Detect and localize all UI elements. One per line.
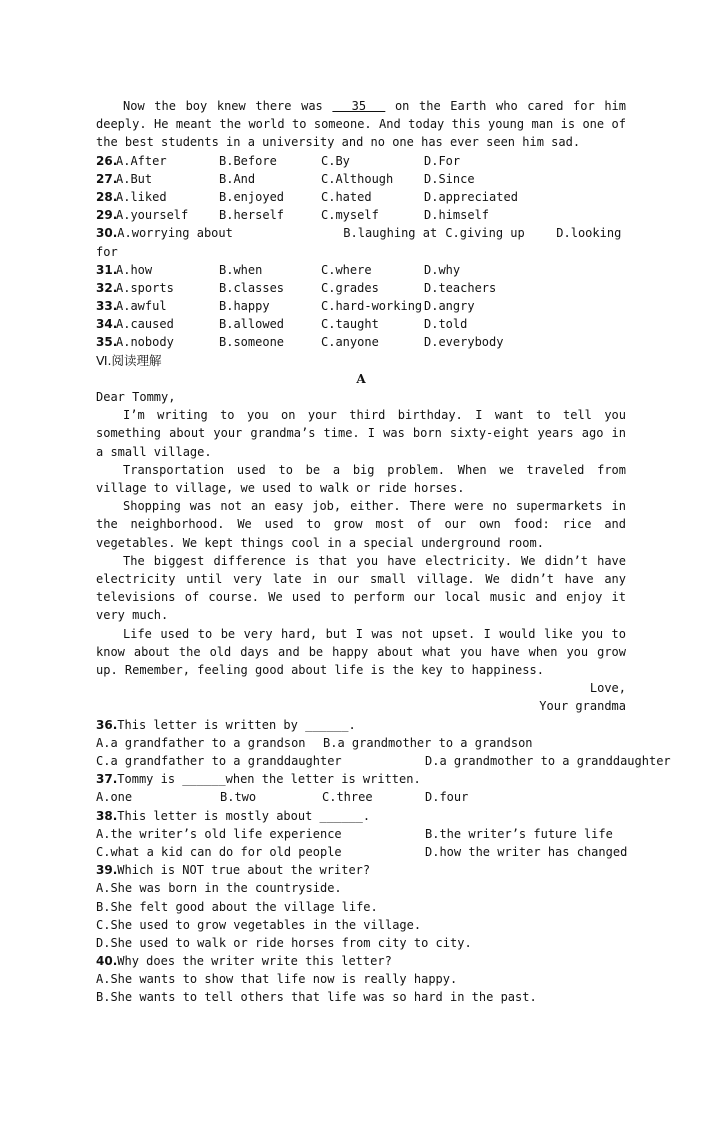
- question-number: 35.: [96, 335, 118, 350]
- option-b: B.laughing at: [343, 226, 438, 241]
- option-b: B.a grandmother to a grandson: [323, 735, 533, 750]
- question-36: [96, 716, 626, 734]
- option-d: D.She used to walk or ride horses from city to city.: [96, 935, 472, 950]
- option-d: D.For: [424, 153, 461, 168]
- option-b: B.And: [219, 171, 256, 186]
- option-c: C.She used to grow vegetables in the village.: [96, 917, 422, 932]
- option-c: C.myself: [321, 208, 379, 223]
- letter-signature: Your grandma: [539, 699, 626, 714]
- option-a: A.caused: [116, 317, 174, 332]
- option-b: B.allowed: [219, 317, 285, 332]
- question-stem: Which is NOT true about the writer?: [117, 863, 371, 878]
- option-a: A.nobody: [116, 335, 174, 350]
- cloze-option-row: [96, 261, 626, 279]
- option-a: A.yourself: [116, 208, 189, 223]
- cloze-blank-35: 35: [332, 99, 386, 113]
- option-c: C.Although: [321, 171, 394, 186]
- option-d: D.everybody: [424, 335, 504, 350]
- option-a: A.She was born in the countryside.: [96, 881, 342, 896]
- cloze-option-row: [96, 315, 626, 333]
- option-a: A.awful: [116, 299, 167, 314]
- cloze-text-start: Now the boy knew there was: [123, 99, 323, 113]
- option-c: C.three: [322, 790, 373, 805]
- option-d: D.himself: [424, 208, 490, 223]
- letter-paragraph: Transportation used to be a big problem. When we traveled from village to village, we used to walk or ride horses.: [96, 462, 626, 496]
- cloze-option-row: [96, 152, 626, 170]
- option-a: A.a grandfather to a grandson: [96, 735, 306, 750]
- question-stem: Why does the writer write this letter?: [117, 954, 392, 969]
- exam-page: [96, 97, 671, 1007]
- option-d: D.a grandmother to a granddaughter: [425, 754, 671, 769]
- cloze-option-row: [96, 188, 626, 206]
- option-d: D.appreciated: [424, 189, 518, 204]
- question-number: 37.: [96, 772, 118, 787]
- option-a: A.one: [96, 790, 133, 805]
- question-number: 38.: [96, 808, 118, 823]
- option-d-wrap: for: [96, 244, 118, 259]
- question-number: 31.: [96, 262, 118, 277]
- letter-paragraph: I’m writing to you on your third birthday. I want to tell you something about your grandma’s time. I was born sixty-eight years ago in a small village.: [96, 408, 626, 459]
- question-number: 36.: [96, 717, 118, 732]
- question-number: 28.: [96, 189, 118, 204]
- cloze-options-31-35: [96, 261, 626, 352]
- question-number: 26.: [96, 153, 118, 168]
- option-b: B.the writer’s future life: [425, 826, 613, 841]
- question-37: [96, 770, 626, 788]
- question-number: 32.: [96, 280, 118, 295]
- passage-label: A: [356, 371, 366, 386]
- option-d: D.looking: [556, 226, 622, 241]
- question-number: 39.: [96, 863, 118, 878]
- letter-paragraph: Shopping was not an easy job, either. There were no supermarkets in the neighborhood. We used to grow most of our own food: rice and vegetables. We kept things cool in a special underground room.: [96, 499, 626, 550]
- option-b: B.enjoyed: [219, 189, 285, 204]
- question-stem: Tommy is ______when the letter is written.: [117, 772, 421, 787]
- cloze-text-end: on the Earth who cared for him deeply. He meant the world to someone. And today this young man is one of the best students in a university and no one has ever seen him sad.: [96, 99, 626, 150]
- option-c: C.hated: [321, 189, 372, 204]
- option-b: B.She felt good about the village life.: [96, 899, 378, 914]
- option-d: D.teachers: [424, 280, 497, 295]
- option-a: A.the writer’s old life experience: [96, 826, 342, 841]
- option-c: C.anyone: [321, 335, 379, 350]
- option-c: C.By: [321, 153, 350, 168]
- option-a: A.But: [116, 171, 153, 186]
- question-number: 33.: [96, 299, 118, 314]
- option-b: B.herself: [219, 208, 285, 223]
- question-36-options-cd: [96, 752, 671, 770]
- option-c: C.where: [321, 262, 372, 277]
- question-38: [96, 807, 626, 825]
- letter-body: [96, 406, 626, 679]
- question-38-options-cd: [96, 843, 626, 861]
- option-c: C.what a kid can do for old people: [96, 844, 342, 859]
- option-d: D.told: [424, 317, 468, 332]
- option-b: B.Before: [219, 153, 277, 168]
- question-stem: This letter is mostly about ______.: [117, 808, 371, 823]
- question-number: 34.: [96, 317, 118, 332]
- option-a: A.worrying about: [117, 226, 233, 241]
- option-c: C.grades: [321, 280, 379, 295]
- option-a: A.how: [116, 262, 153, 277]
- option-b: B.classes: [219, 280, 285, 295]
- question-40: [96, 952, 626, 970]
- section-heading: Ⅵ.阅读理解: [96, 352, 162, 368]
- letter-greeting: Dear Tommy,: [96, 390, 176, 405]
- question-number: 27.: [96, 171, 118, 186]
- question-number: 30.: [96, 226, 118, 241]
- cloze-option-row: [96, 333, 626, 351]
- option-a: A.sports: [116, 280, 174, 295]
- option-b: B.happy: [219, 299, 270, 314]
- option-a: A.liked: [116, 189, 167, 204]
- option-a: A.She wants to show that life now is really happy.: [96, 972, 458, 987]
- option-c: C.hard-working: [321, 299, 423, 314]
- option-b: B.someone: [219, 335, 285, 350]
- cloze-option-row: [96, 297, 626, 315]
- option-d: D.why: [424, 262, 461, 277]
- cloze-option-row: [96, 206, 626, 224]
- cloze-final-paragraph: [96, 97, 626, 152]
- question-39: [96, 861, 626, 879]
- cloze-option-row: [96, 170, 626, 188]
- option-a: A.After: [116, 153, 167, 168]
- option-d: D.four: [425, 790, 469, 805]
- option-d: D.Since: [424, 171, 475, 186]
- letter-paragraph: Life used to be very hard, but I was not upset. I would like you to know about the old days and be happy about what you have when you grow up. Remember, feeling good about life is the key to happiness.: [96, 626, 626, 678]
- question-36-options-ab: [96, 734, 626, 752]
- cloze-option-row-30: [96, 224, 626, 242]
- option-b: B.She wants to tell others that life was so hard in the past.: [96, 990, 537, 1005]
- option-d: D.how the writer has changed: [425, 844, 628, 859]
- question-stem: This letter is written by ______.: [117, 717, 356, 732]
- letter-closing: Love,: [589, 681, 626, 696]
- option-c: C.taught: [321, 317, 379, 332]
- question-37-options: [96, 788, 626, 806]
- question-38-options-ab: [96, 825, 626, 843]
- cloze-options-26-29: [96, 152, 626, 225]
- cloze-option-row: [96, 279, 626, 297]
- option-b: B.when: [219, 262, 263, 277]
- option-d: D.angry: [424, 299, 475, 314]
- question-number: 40.: [96, 954, 118, 969]
- option-b: B.two: [220, 790, 257, 805]
- option-c: C.giving up: [445, 226, 525, 241]
- letter-paragraph: The biggest difference is that you have electricity. We didn’t have electricity until very late in our small village. We didn’t have any televisions of course. We used to perform our local music and enjoy it very much.: [96, 553, 626, 623]
- question-number: 29.: [96, 208, 118, 223]
- option-c: C.a grandfather to a granddaughter: [96, 754, 342, 769]
